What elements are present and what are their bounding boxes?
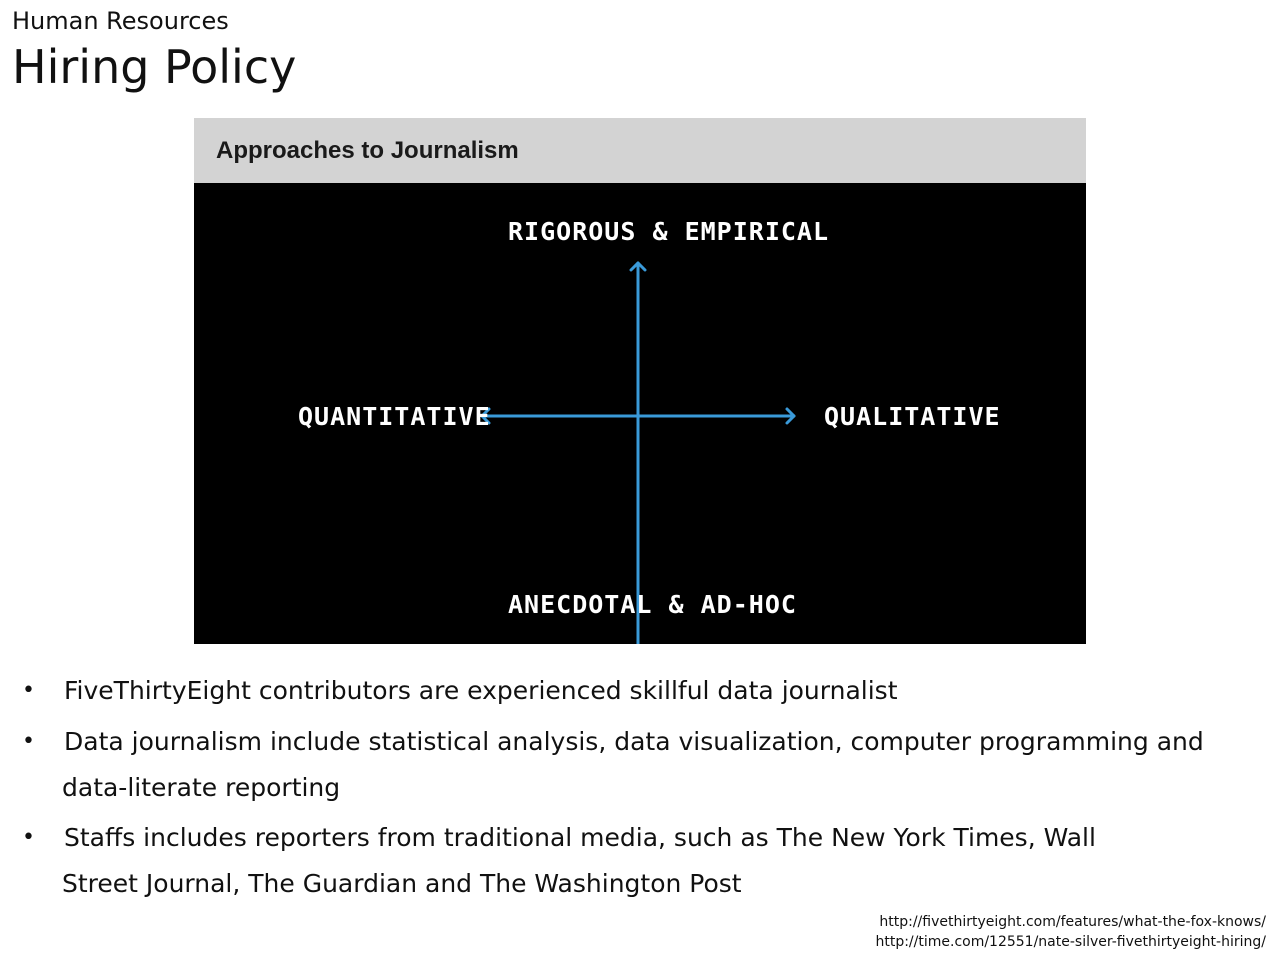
axis-label-top: RIGOROUS & EMPIRICAL xyxy=(508,217,830,246)
bullet-marker: • xyxy=(22,825,35,850)
reference-link: http://time.com/12551/nate-silver-fivethirtyeight-hiring/ xyxy=(875,934,1266,950)
references xyxy=(875,912,1266,952)
bullet-text-continuation: Street Journal, The Guardian and The Washington Post xyxy=(62,869,742,898)
axis-label-left: QUANTITATIVE xyxy=(298,402,491,431)
bullet-text-continuation: data-literate reporting xyxy=(62,773,341,802)
bullet-text: FiveThirtyEight contributors are experienced skillful data journalist xyxy=(64,676,898,705)
bullet-marker: • xyxy=(22,729,35,754)
bullet-marker: • xyxy=(22,678,35,703)
figure-header xyxy=(194,118,1086,183)
bullet-text: Staffs includes reporters from traditional media, such as The New York Times, Wall xyxy=(64,823,1096,852)
axis-label-right: QUALITATIVE xyxy=(824,402,1001,431)
section-subtitle: Human Resources xyxy=(12,7,229,35)
axis-label-bottom: ANECDOTAL & AD-HOC xyxy=(508,590,797,619)
journalism-approaches-figure xyxy=(194,118,1086,644)
reference-link: http://fivethirtyeight.com/features/what-the-fox-knows/ xyxy=(879,914,1266,930)
page-title: Hiring Policy xyxy=(12,40,297,94)
bullet-text: Data journalism include statistical analysis, data visualization, computer programming and xyxy=(64,727,1204,756)
figure-title: Approaches to Journalism xyxy=(216,137,519,164)
